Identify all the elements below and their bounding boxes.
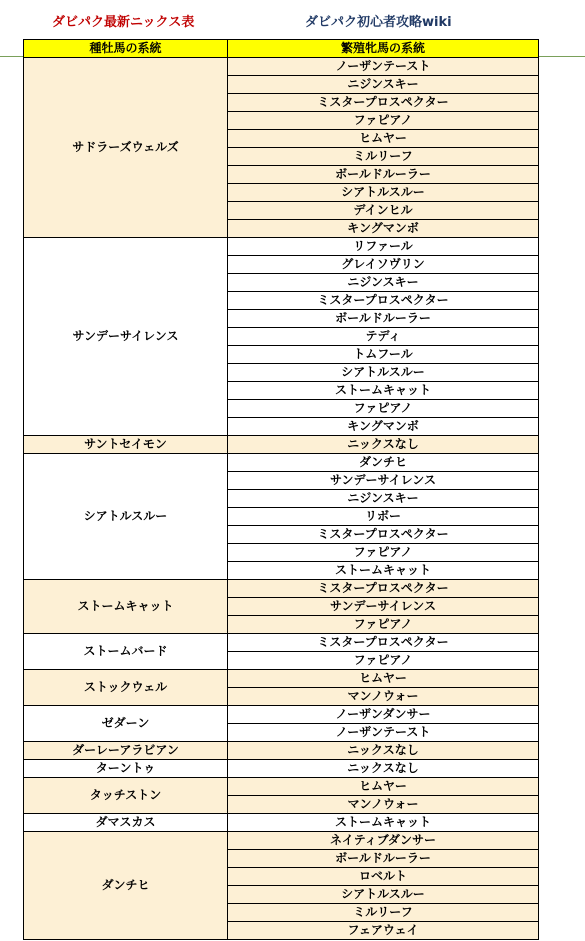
dam-line-cell: ニジンスキー [228, 490, 539, 508]
dam-line-cell: ニックスなし [228, 760, 539, 778]
dam-line-cell: ボールドルーラー [228, 850, 539, 868]
dam-line-cell: リファール [228, 238, 539, 256]
table-row [24, 580, 539, 598]
dam-line-cell: シアトルスルー [228, 886, 539, 904]
dam-line-cell: シアトルスルー [228, 184, 539, 202]
dam-line-cell: ヒムヤー [228, 778, 539, 796]
table-row [24, 634, 539, 652]
column-header-sire: 種牡馬の系統 [24, 40, 228, 58]
sire-line-cell: サントセイモン [24, 436, 228, 454]
dam-line-cell: テディ [228, 328, 539, 346]
dam-line-cell: ミルリーフ [228, 904, 539, 922]
sire-line-cell: ダマスカス [24, 814, 228, 832]
dam-line-cell: ノーザンテースト [228, 58, 539, 76]
dam-line-cell: サンデーサイレンス [228, 472, 539, 490]
dam-line-cell: ボールドルーラー [228, 310, 539, 328]
dam-line-cell: ファピアノ [228, 544, 539, 562]
table-row [24, 832, 539, 850]
sire-line-cell: ストームバード [24, 634, 228, 670]
table-row [24, 454, 539, 472]
table-body [24, 58, 539, 940]
dam-line-cell: ファピアノ [228, 112, 539, 130]
dam-line-cell: ミスタープロスペクター [228, 580, 539, 598]
dam-line-cell: ダンチヒ [228, 454, 539, 472]
dam-line-cell: ノーザンテースト [228, 724, 539, 742]
table-row [24, 58, 539, 76]
dam-line-cell: ファピアノ [228, 400, 539, 418]
dam-line-cell: ミスタープロスペクター [228, 634, 539, 652]
nicks-table [23, 39, 539, 940]
dam-line-cell: ニックスなし [228, 436, 539, 454]
dam-line-cell: キングマンボ [228, 418, 539, 436]
page-title: ダビパク最新ニックス表 [52, 15, 195, 30]
dam-line-cell: ニジンスキー [228, 274, 539, 292]
sire-line-cell: サンデーサイレンス [24, 238, 228, 436]
table-row [24, 436, 539, 454]
dam-line-cell: ミルリーフ [228, 148, 539, 166]
table-row [24, 238, 539, 256]
sire-line-cell: ストックウェル [24, 670, 228, 706]
sire-line-cell: タッチストン [24, 778, 228, 814]
dam-line-cell: シアトルスルー [228, 364, 539, 382]
dam-line-cell: ヒムヤー [228, 130, 539, 148]
dam-line-cell: グレイソヴリン [228, 256, 539, 274]
dam-line-cell: ミスタープロスペクター [228, 94, 539, 112]
dam-line-cell: ネイティブダンサー [228, 832, 539, 850]
table-row [24, 760, 539, 778]
dam-line-cell: キングマンボ [228, 220, 539, 238]
dam-line-cell: ミスタープロスペクター [228, 526, 539, 544]
dam-line-cell: マンノウォー [228, 796, 539, 814]
sire-line-cell: ゼダーン [24, 706, 228, 742]
sire-line-cell: ストームキャット [24, 580, 228, 634]
table-row [24, 706, 539, 724]
dam-line-cell: フェアウェイ [228, 922, 539, 940]
table-row [24, 670, 539, 688]
sire-line-cell: ダーレーアラビアン [24, 742, 228, 760]
sire-line-cell: ダンチヒ [24, 832, 228, 940]
dam-line-cell: ミスタープロスペクター [228, 292, 539, 310]
sire-line-cell: シアトルスルー [24, 454, 228, 580]
dam-line-cell: マンノウォー [228, 688, 539, 706]
dam-line-cell: ボールドルーラー [228, 166, 539, 184]
dam-line-cell: ファピアノ [228, 616, 539, 634]
dam-line-cell: ストームキャット [228, 562, 539, 580]
dam-line-cell: サンデーサイレンス [228, 598, 539, 616]
site-name-link[interactable]: ダビパク初心者攻略wiki [305, 15, 452, 30]
dam-line-cell: ロベルト [228, 868, 539, 886]
sire-line-cell: ターントゥ [24, 760, 228, 778]
table-row [24, 742, 539, 760]
dam-line-cell: ヒムヤー [228, 670, 539, 688]
dam-line-cell: リボー [228, 508, 539, 526]
dam-line-cell: ストームキャット [228, 814, 539, 832]
table-row [24, 778, 539, 796]
column-header-dam: 繁殖牝馬の系統 [228, 40, 539, 58]
dam-line-cell: ファピアノ [228, 652, 539, 670]
dam-line-cell: ストームキャット [228, 382, 539, 400]
dam-line-cell: ニックスなし [228, 742, 539, 760]
dam-line-cell: デインヒル [228, 202, 539, 220]
dam-line-cell: ニジンスキー [228, 76, 539, 94]
table-row [24, 814, 539, 832]
sire-line-cell: サドラーズウェルズ [24, 58, 228, 238]
dam-line-cell: トムフール [228, 346, 539, 364]
table-header-row [24, 40, 539, 58]
dam-line-cell: ノーザンダンサー [228, 706, 539, 724]
